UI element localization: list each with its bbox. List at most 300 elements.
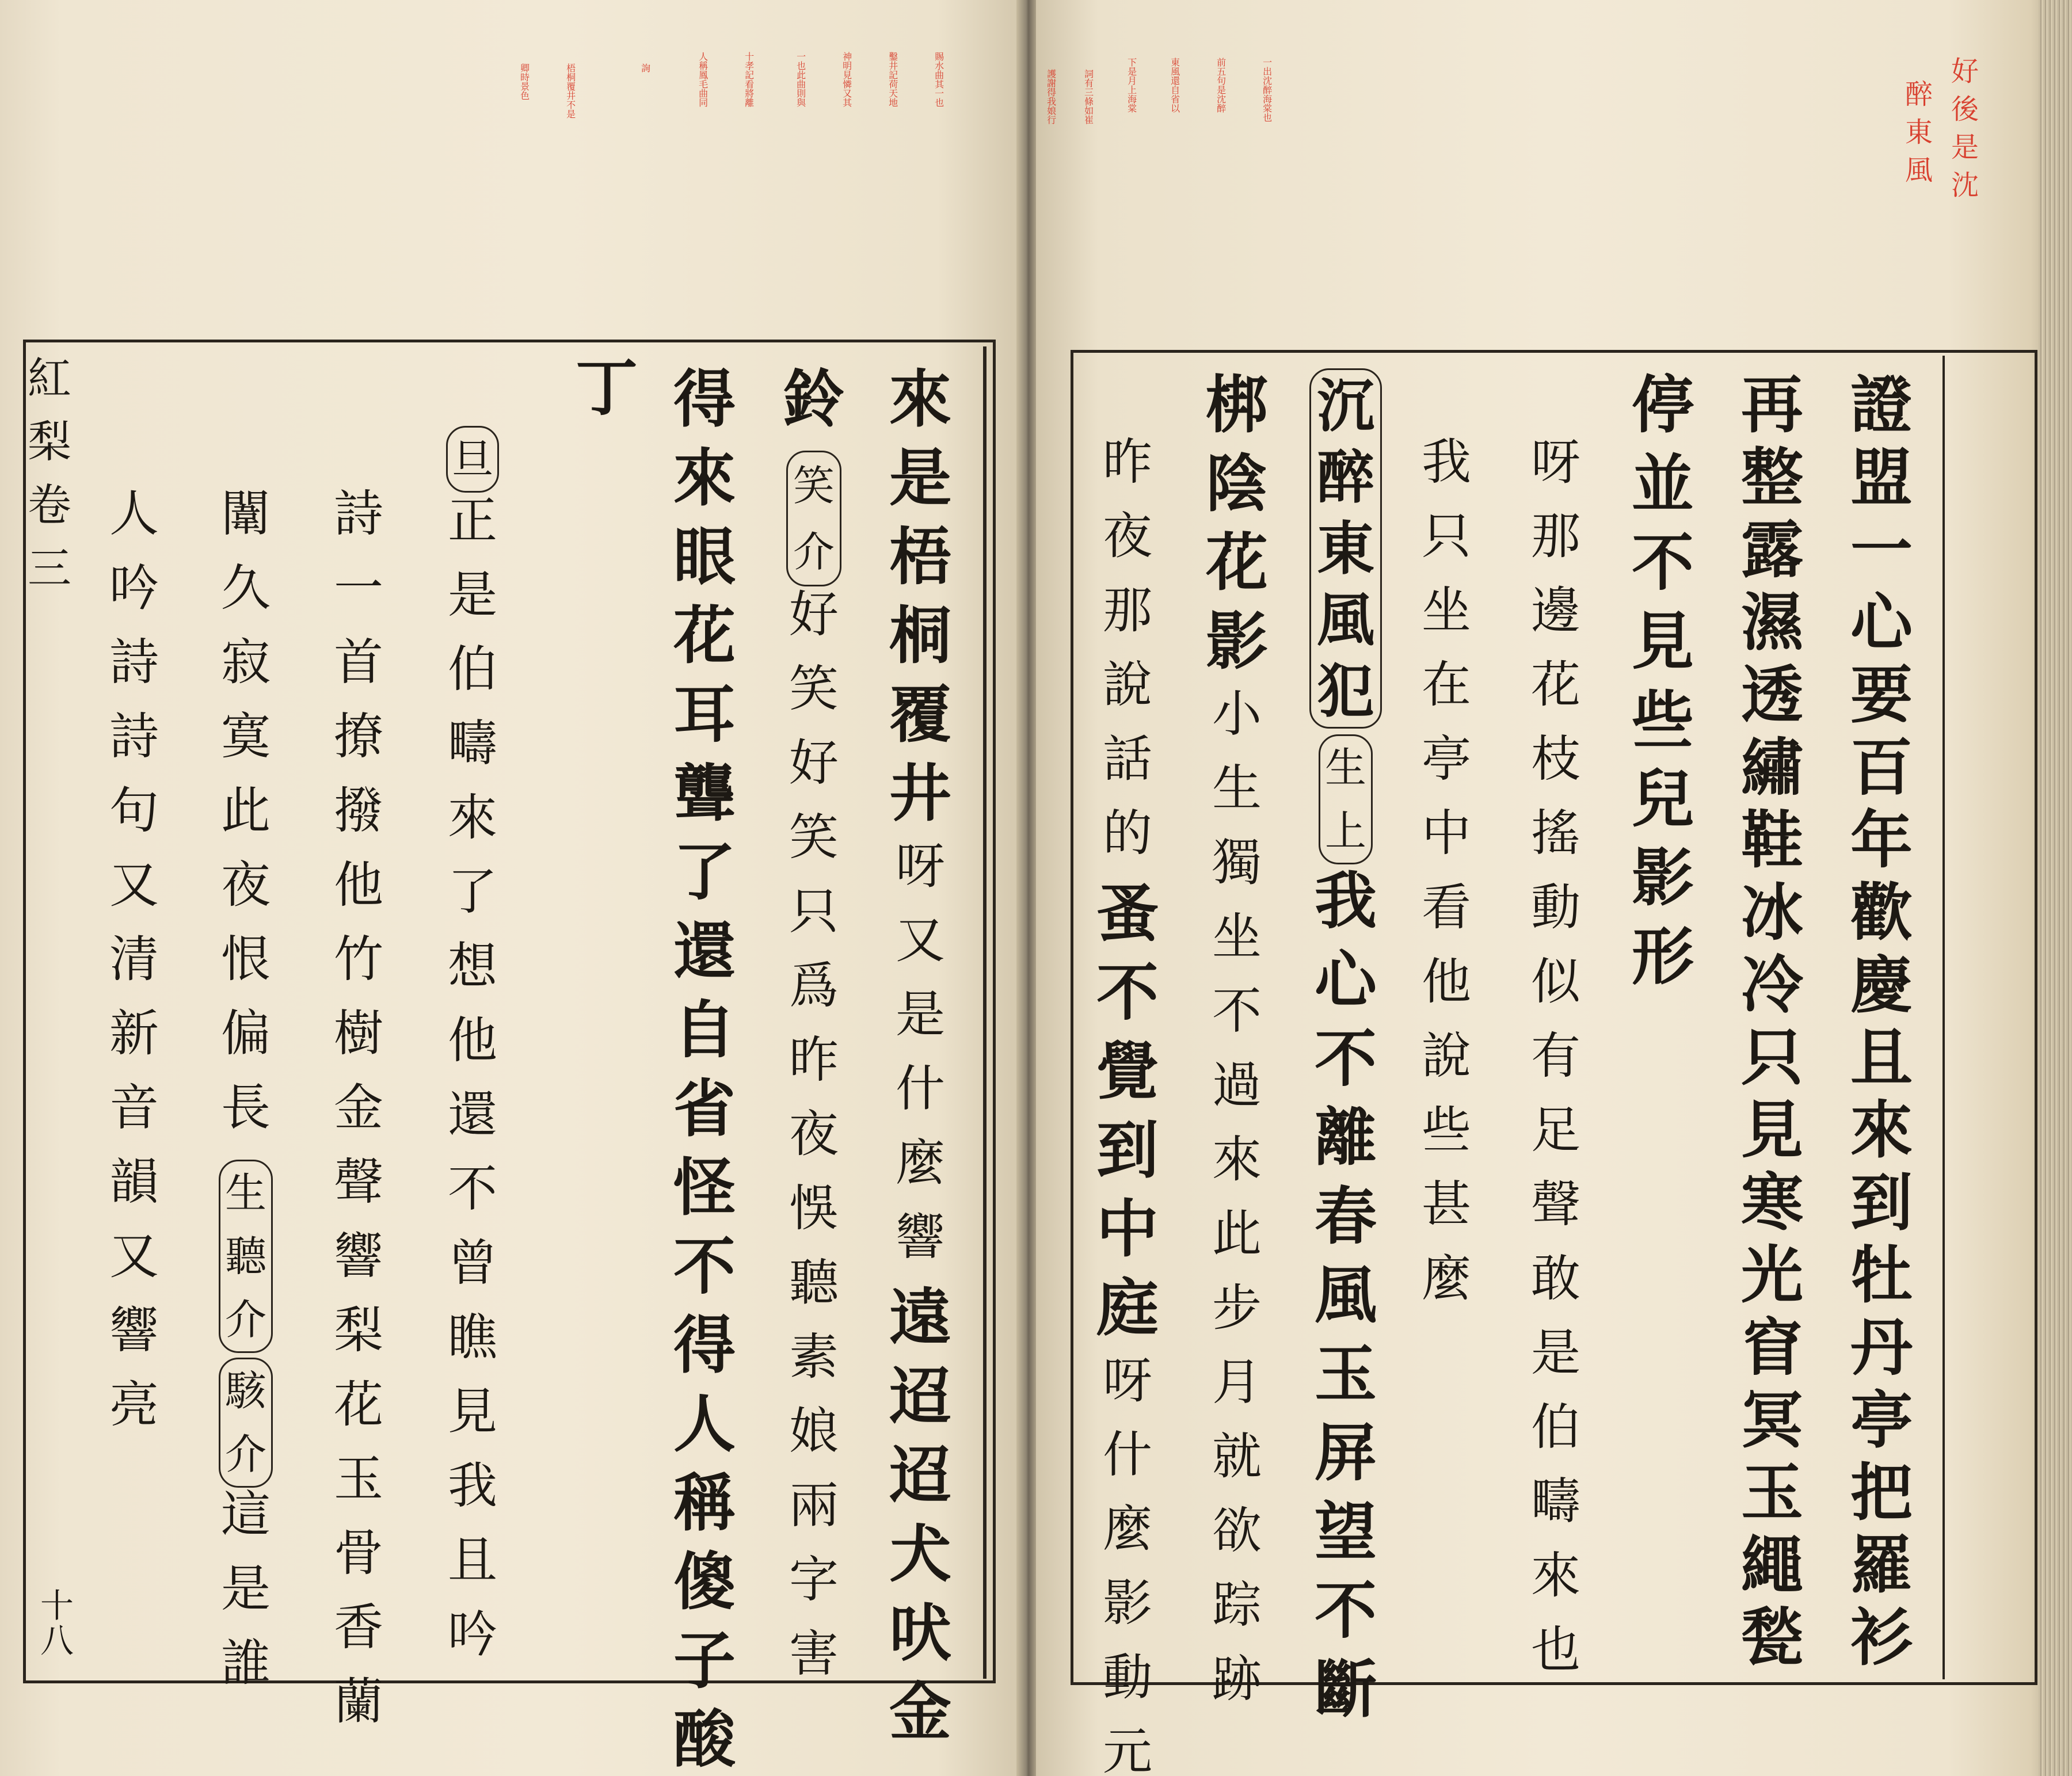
char: 長 xyxy=(221,1079,271,1137)
char: 來 xyxy=(889,363,952,436)
char: 我 xyxy=(1314,865,1377,937)
char: 就 xyxy=(1212,1428,1262,1485)
char: 疇 xyxy=(448,715,497,772)
char: 話 xyxy=(1103,730,1152,788)
red-note xyxy=(1045,69,1057,124)
char: 月 xyxy=(1212,1354,1262,1411)
note-text: 護謝得我娘行 xyxy=(1045,69,1057,124)
char: 踪 xyxy=(1212,1576,1262,1634)
char: 覆 xyxy=(889,679,952,751)
char: 吟 xyxy=(109,559,159,617)
char: 鈴 xyxy=(783,363,845,436)
char: 跡 xyxy=(1212,1651,1262,1708)
text-column xyxy=(783,363,845,1703)
char: 人 xyxy=(673,1388,736,1461)
title-char: 卷 xyxy=(28,479,71,531)
char: 影 xyxy=(1632,842,1694,914)
red-note xyxy=(1168,58,1181,113)
char: 斷 xyxy=(1314,1653,1377,1726)
box-char: 旦 xyxy=(451,435,493,483)
red-note xyxy=(886,52,899,107)
char: 坐 xyxy=(1212,908,1262,966)
char: 冰 xyxy=(1741,876,1804,949)
char: 且 xyxy=(448,1531,497,1589)
char: 撩 xyxy=(334,708,383,765)
char: 樹 xyxy=(334,1005,383,1062)
char: 怪 xyxy=(673,1152,736,1224)
char: 過 xyxy=(1212,1057,1262,1114)
char: 不 xyxy=(1314,1575,1377,1647)
char: 冥 xyxy=(1741,1384,1804,1457)
char: 花 xyxy=(1206,527,1269,599)
char: 說 xyxy=(1422,1027,1471,1085)
char: 動 xyxy=(1531,879,1580,936)
char: 繡 xyxy=(1741,731,1804,804)
note-char: 風 xyxy=(1905,154,1933,186)
char: 是 xyxy=(889,442,952,514)
text-column xyxy=(576,352,638,436)
char: 素 xyxy=(789,1328,839,1386)
char: 寞 xyxy=(221,708,271,765)
char: 呀 xyxy=(896,837,945,895)
char: 把 xyxy=(1850,1457,1913,1529)
char: 省 xyxy=(673,1073,736,1145)
char: 兒 xyxy=(1632,763,1694,836)
char: 遠 xyxy=(889,1282,952,1354)
char: 動 xyxy=(1103,1649,1152,1706)
red-note xyxy=(564,63,577,119)
char: 桐 xyxy=(889,600,952,672)
char: 聾 xyxy=(673,757,736,830)
stage-direction-box xyxy=(219,1358,273,1488)
title-char: 梨 xyxy=(28,416,71,467)
box-char: 醉 xyxy=(1317,443,1374,511)
title-char: 紅 xyxy=(28,353,71,404)
char: 疇 xyxy=(1531,1473,1580,1530)
char: 甚 xyxy=(1422,1176,1471,1233)
char: 香 xyxy=(334,1599,383,1656)
char: 什 xyxy=(896,1060,945,1118)
char: 犬 xyxy=(889,1518,952,1591)
char: 坐 xyxy=(1422,582,1471,639)
char: 曾 xyxy=(448,1234,497,1292)
page-edges xyxy=(2039,0,2072,1776)
note-text: 人稱鳳毛曲同 xyxy=(697,52,709,107)
char: 一 xyxy=(1850,514,1913,586)
char: 金 xyxy=(334,1079,383,1137)
char: 羅 xyxy=(1850,1529,1913,1602)
char: 停 xyxy=(1632,369,1694,441)
char: 韻 xyxy=(109,1153,159,1211)
char: 娘 xyxy=(789,1402,839,1460)
box-char: 生 xyxy=(1324,744,1366,792)
text-column xyxy=(889,363,952,1760)
char: 來 xyxy=(1850,1094,1913,1167)
box-char: 介 xyxy=(224,1295,266,1344)
char: 敢 xyxy=(1531,1250,1580,1308)
char: 正 xyxy=(448,492,497,550)
char: 伯 xyxy=(1531,1398,1580,1456)
char: 恨 xyxy=(221,931,271,988)
char: 此 xyxy=(221,782,271,840)
char: 耳 xyxy=(673,679,736,751)
box-char: 東 xyxy=(1317,514,1374,582)
char: 害 xyxy=(789,1625,839,1683)
char: 稱 xyxy=(673,1467,736,1539)
note-text: 卿時景色 xyxy=(519,63,530,100)
char: 是 xyxy=(1531,1324,1580,1382)
char: 竹 xyxy=(334,931,383,988)
char: 說 xyxy=(1103,656,1152,714)
char: 濕 xyxy=(1741,586,1804,659)
char: 迢 xyxy=(889,1439,952,1512)
char: 瞧 xyxy=(448,1309,497,1366)
box-char: 沉 xyxy=(1317,372,1374,440)
char: 金 xyxy=(889,1676,952,1748)
char: 證 xyxy=(1850,369,1913,441)
char: 的 xyxy=(1103,805,1152,862)
char: 百 xyxy=(1850,731,1913,804)
char: 花 xyxy=(673,600,736,672)
char: 春 xyxy=(1314,1180,1377,1253)
char: 覺 xyxy=(1096,1035,1159,1108)
char: 花 xyxy=(1531,656,1580,714)
char: 冷 xyxy=(1741,949,1804,1022)
char: 見 xyxy=(1741,1094,1804,1167)
text-column xyxy=(109,485,159,1454)
char: 玉 xyxy=(1741,1457,1804,1529)
margin-title xyxy=(28,353,71,610)
char: 不 xyxy=(1096,956,1159,1029)
char: 笑 xyxy=(789,660,839,718)
char: 亭 xyxy=(1850,1384,1913,1457)
char: 見 xyxy=(448,1383,497,1440)
left-text-frame xyxy=(23,340,996,1683)
char: 整 xyxy=(1741,441,1804,514)
char: 不 xyxy=(448,1160,497,1218)
text-column xyxy=(1632,369,1694,1005)
char: 他 xyxy=(448,1012,497,1069)
char: 麼 xyxy=(896,1134,945,1192)
char: 影 xyxy=(1103,1575,1152,1632)
char: 聲 xyxy=(334,1153,383,1211)
char: 不 xyxy=(1212,982,1262,1040)
char: 歡 xyxy=(1850,876,1913,949)
char: 字 xyxy=(789,1551,839,1609)
char: 花 xyxy=(334,1376,383,1434)
char: 昨 xyxy=(789,1031,839,1089)
char: 到 xyxy=(1096,1114,1159,1187)
box-char: 笑 xyxy=(793,461,835,510)
char: 足 xyxy=(1531,1102,1580,1159)
char: 是 xyxy=(221,1560,271,1618)
char: 子 xyxy=(673,1625,736,1697)
note-char: 東 xyxy=(1905,116,1933,148)
box-char: 介 xyxy=(224,1430,266,1478)
char: 又 xyxy=(109,856,159,914)
note-char: 後 xyxy=(1951,93,1979,125)
text-column xyxy=(219,485,273,1713)
char: 年 xyxy=(1850,804,1913,876)
char: 我 xyxy=(448,1457,497,1515)
red-note xyxy=(932,52,945,107)
char: 衫 xyxy=(1850,1602,1913,1674)
char: 也 xyxy=(1531,1621,1580,1679)
char: 麼 xyxy=(1422,1250,1471,1308)
char: 還 xyxy=(673,915,736,988)
char: 梨 xyxy=(334,1302,383,1359)
text-column xyxy=(1206,369,1269,1729)
char: 搖 xyxy=(1531,805,1580,862)
red-note xyxy=(1951,55,1979,209)
red-note xyxy=(1082,69,1095,124)
char: 撥 xyxy=(334,782,383,840)
char: 小 xyxy=(1212,685,1262,743)
char: 繩 xyxy=(1741,1529,1804,1602)
char: 我 xyxy=(1422,433,1471,491)
char: 心 xyxy=(1314,944,1377,1016)
char: 到 xyxy=(1850,1167,1913,1239)
char: 呀 xyxy=(1531,433,1580,491)
char: 悞 xyxy=(789,1180,839,1237)
char: 那 xyxy=(1531,508,1580,565)
char: 並 xyxy=(1632,448,1694,520)
role-box xyxy=(1319,734,1373,864)
stage-direction-box xyxy=(786,451,841,586)
char: 些 xyxy=(1632,684,1694,757)
char: 骨 xyxy=(334,1525,383,1582)
char: 枝 xyxy=(1531,730,1580,788)
char: 詩 xyxy=(334,485,383,543)
char: 一 xyxy=(334,559,383,617)
red-note xyxy=(696,52,709,107)
char: 是 xyxy=(448,566,497,624)
char: 欲 xyxy=(1212,1502,1262,1560)
char: 聽 xyxy=(789,1254,839,1312)
red-note xyxy=(1125,58,1138,113)
char: 丹 xyxy=(1850,1312,1913,1384)
char: 只 xyxy=(789,883,839,940)
box-char: 聽 xyxy=(224,1232,266,1280)
char: 只 xyxy=(1741,1022,1804,1094)
left-frame-inner-rule xyxy=(983,346,987,1679)
char: 只 xyxy=(1422,508,1471,565)
char: 酸 xyxy=(673,1703,736,1776)
char: 兩 xyxy=(789,1477,839,1534)
text-column xyxy=(1422,433,1471,1328)
char: 牡 xyxy=(1850,1239,1913,1312)
char: 吠 xyxy=(889,1597,952,1670)
char: 句 xyxy=(109,782,159,840)
char: 離 xyxy=(1314,1102,1377,1174)
char: 還 xyxy=(448,1086,497,1144)
book-gutter xyxy=(1016,0,1038,1776)
char: 見 xyxy=(1632,605,1694,678)
note-text: 十孝記看將離 xyxy=(743,52,755,107)
char: 中 xyxy=(1096,1193,1159,1266)
char: 聲 xyxy=(1531,1176,1580,1233)
note-text: 前五句是沈醉 xyxy=(1215,58,1227,113)
char: 傻 xyxy=(673,1546,736,1618)
page-number-char: 十 xyxy=(40,1586,74,1625)
box-char: 生 xyxy=(224,1169,266,1217)
char: 慶 xyxy=(1850,949,1913,1022)
note-char: 沈 xyxy=(1951,169,1979,201)
char: 好 xyxy=(789,586,839,643)
note-char: 是 xyxy=(1951,131,1979,163)
tune-title-box xyxy=(1309,368,1382,729)
text-column xyxy=(1850,369,1913,1679)
char: 來 xyxy=(673,442,736,514)
char: 看 xyxy=(1422,879,1471,936)
char: 他 xyxy=(334,856,383,914)
char: 望 xyxy=(1314,1496,1377,1568)
red-note xyxy=(518,63,531,100)
char: 亭 xyxy=(1422,730,1471,788)
note-char: 醉 xyxy=(1905,78,1933,110)
char: 響 xyxy=(334,1228,383,1285)
char: 寒 xyxy=(1741,1167,1804,1239)
stage-direction-box xyxy=(219,1160,273,1353)
char: 夜 xyxy=(1103,508,1152,565)
char: 元 xyxy=(1103,1723,1152,1776)
char: 又 xyxy=(896,912,945,969)
text-column xyxy=(1096,433,1159,1776)
note-text: 詞有三條如崔 xyxy=(1083,69,1094,124)
char: 了 xyxy=(448,863,497,921)
text-column xyxy=(334,485,383,1751)
char: 闈 xyxy=(221,485,271,543)
char: 清 xyxy=(109,931,159,988)
char: 迢 xyxy=(889,1360,952,1433)
char: 詩 xyxy=(109,708,159,765)
note-char: 好 xyxy=(1951,55,1979,87)
char: 自 xyxy=(673,994,736,1066)
char: 窅 xyxy=(1741,1312,1804,1384)
char: 那 xyxy=(1103,582,1152,639)
char: 夜 xyxy=(789,1106,839,1163)
text-column xyxy=(1531,433,1580,1699)
char: 偏 xyxy=(221,1005,271,1062)
char: 想 xyxy=(448,937,497,995)
char: 此 xyxy=(1212,1205,1262,1263)
char: 陰 xyxy=(1206,448,1269,520)
char: 什 xyxy=(1103,1426,1152,1484)
note-text: 鑿井記荷天地 xyxy=(887,52,898,107)
char: 獨 xyxy=(1212,834,1262,891)
char: 蚤 xyxy=(1096,878,1159,950)
char: 了 xyxy=(673,836,736,909)
char: 有 xyxy=(1531,1027,1580,1085)
char: 要 xyxy=(1850,659,1913,731)
char: 不 xyxy=(1632,527,1694,599)
note-text: 一也此曲則與 xyxy=(795,52,806,107)
note-text: 詢 xyxy=(639,63,651,73)
char: 人 xyxy=(109,485,159,543)
note-text: 東風還自省以 xyxy=(1169,58,1180,113)
char: 麼 xyxy=(1103,1500,1152,1558)
red-note xyxy=(794,52,807,107)
box-char: 風 xyxy=(1317,586,1374,654)
char: 呀 xyxy=(1103,1352,1152,1409)
box-char: 犯 xyxy=(1317,657,1374,725)
char: 似 xyxy=(1531,953,1580,1011)
right-frame-inner-rule xyxy=(1943,356,1945,1679)
red-note xyxy=(1214,58,1227,113)
char: 誰 xyxy=(221,1634,271,1692)
char: 得 xyxy=(673,1309,736,1382)
char: 梆 xyxy=(1206,369,1269,441)
char: 甃 xyxy=(1741,1602,1804,1674)
box-char: 介 xyxy=(793,527,835,576)
char: 生 xyxy=(1212,760,1262,817)
note-text: 下是月上海棠 xyxy=(1126,58,1137,113)
char: 不 xyxy=(673,1230,736,1303)
char: 亮 xyxy=(109,1376,159,1434)
red-note xyxy=(1260,58,1273,122)
char: 玉 xyxy=(1314,1338,1377,1411)
char: 是 xyxy=(896,986,945,1043)
char: 屏 xyxy=(1314,1417,1377,1489)
char: 些 xyxy=(1422,1102,1471,1159)
char: 伯 xyxy=(448,641,497,698)
char: 井 xyxy=(889,757,952,830)
char: 久 xyxy=(221,559,271,617)
char: 響 xyxy=(109,1302,159,1359)
note-text: 一出沈醉海棠也 xyxy=(1261,58,1273,122)
char: 影 xyxy=(1206,605,1269,678)
char: 新 xyxy=(109,1005,159,1062)
char: 再 xyxy=(1741,369,1804,441)
text-column xyxy=(673,363,736,1776)
char: 透 xyxy=(1741,659,1804,731)
char: 眼 xyxy=(673,521,736,593)
char: 丁 xyxy=(576,352,638,424)
char: 不 xyxy=(1314,1023,1377,1095)
note-text: 梧桐覆井不是 xyxy=(565,63,576,119)
char: 笑 xyxy=(789,809,839,866)
char: 來 xyxy=(1531,1547,1580,1605)
char: 且 xyxy=(1850,1022,1913,1094)
char: 又 xyxy=(109,1228,159,1285)
char: 夜 xyxy=(221,856,271,914)
role-box xyxy=(446,426,499,493)
char: 蘭 xyxy=(334,1673,383,1731)
text-column xyxy=(446,426,499,1684)
char: 邊 xyxy=(1531,582,1580,639)
red-note xyxy=(840,52,853,107)
char: 步 xyxy=(1212,1279,1262,1337)
char: 響 xyxy=(896,1209,945,1266)
box-char: 上 xyxy=(1324,807,1366,855)
char: 形 xyxy=(1632,921,1694,993)
note-text: 神明見憐又其 xyxy=(841,52,852,107)
red-note xyxy=(742,52,755,107)
char: 在 xyxy=(1422,656,1471,714)
text-column xyxy=(1741,369,1804,1679)
text-column xyxy=(1309,368,1382,1737)
page-number xyxy=(40,1588,74,1659)
char: 心 xyxy=(1850,586,1913,659)
char: 鞋 xyxy=(1741,804,1804,876)
char: 盟 xyxy=(1850,441,1913,514)
char: 這 xyxy=(221,1486,271,1543)
char: 昨 xyxy=(1103,433,1152,491)
char: 首 xyxy=(334,634,383,691)
char: 好 xyxy=(789,734,839,792)
char: 中 xyxy=(1422,805,1471,862)
page-number-char: 八 xyxy=(40,1621,74,1660)
